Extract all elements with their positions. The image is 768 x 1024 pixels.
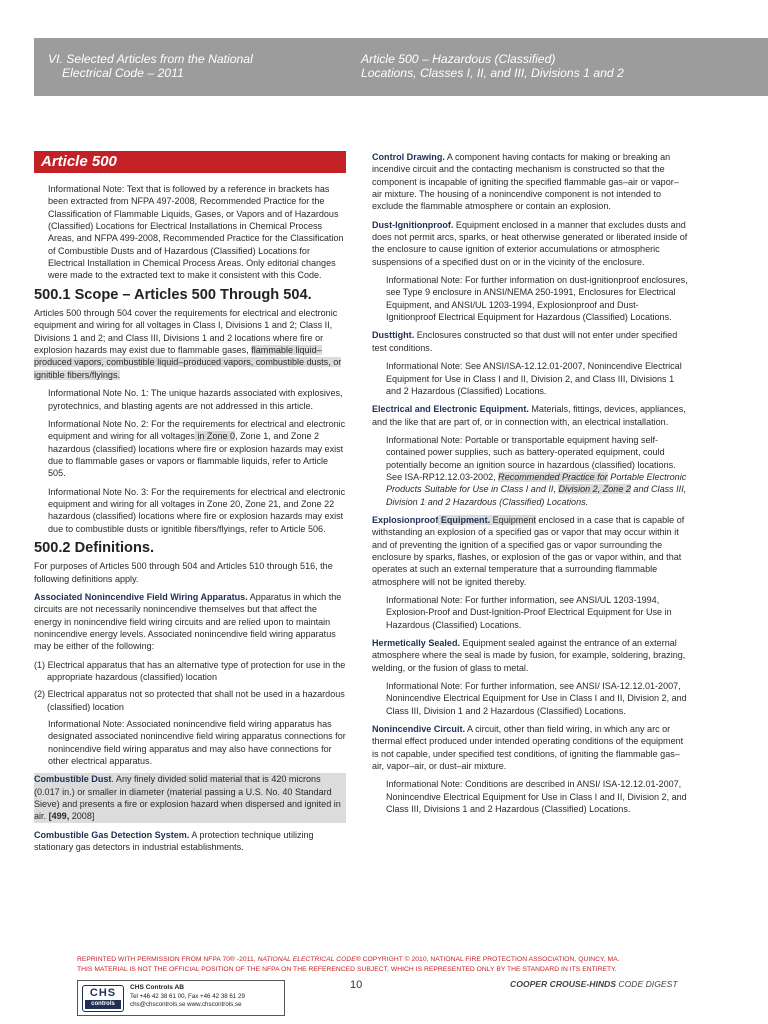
def-dust-ignitionproof [372,219,688,268]
def-xp-highlight: Equipment [490,514,536,525]
def-anfwa-term: Associated Nonincendive Field Wiring Apparatus. [34,591,248,602]
def-nc-note: Informational Note: Conditions are described in ANSI/ ISA-12.12.01-2007, Nonincendive Electrical Equipment for Use in Class I and II, Division 2, and Class III, Divisions 1 and 2 Hazardous (Classified) Locations. [386,779,687,815]
page-number: 10 [350,979,363,991]
copyright-line-2: THIS MATERIAL IS NOT THE OFFICIAL POSITION OF THE NFPA ON THE REFERENCED SUBJECT, WHICH IS REPRESENTED ONLY BY THE STANDARD IN ITS ENTIRETY. [77,965,617,973]
article-banner: Article 500 [34,151,346,173]
def-dusttight [372,329,688,354]
publication-brand [510,979,678,989]
def-cd-term: Combustible Dust [34,774,112,785]
def-eee-note [386,434,688,508]
def-xp-term: Explosionproof [372,514,439,525]
copyright-line-1 [77,955,757,965]
intro-note: Informational Note: Text that is followed by a reference in brackets has been extracted from NFPA 497-2008, Recommended Practice for the Classification of Flammable Liquids, Gases, or Vapors and of Hazardous (Classified) Locations for Electrical Installations in Chemical Process Areas, and NFPA 499-2008, Recommended Practice for the Classification of Combustible Dusts and of Hazardous (Classified) Locations for Electrical Installation in Chemical Process Areas. Only editorial changes were made to the extracted text to make it consistent with this Code. [48,184,344,281]
def-dt-term: Dusttight. [372,330,415,341]
copyright-text-a: REPRINTED WITH PERMISSION FROM NFPA 70® -2011, [77,956,258,963]
def-hs-note: Informational Note: For further information, see ANSI/ ISA-12.12.01-2007, Nonincendive Electrical Equipment for Use in Class I and II, Division 2, and Class III, Division 1 and 2 Hazardous (Classified) Locations. [386,681,687,716]
article-title [361,52,624,80]
scope-note-2 [48,418,346,480]
def-explosionproof [372,514,688,588]
brand-name: COOPER CROUSE-HINDS [510,979,616,989]
chs-logo [82,985,124,1012]
def-cgds-text: A protection technique utilizing stationary gas detectors in industrial establishments. [34,829,314,853]
scope-note-3: Informational Note No. 3: For the requirements for electrical and electronic equipment and wiring for all voltages in Zone 20, Zone 21, and Zone 22 hazardous (classified) locations where fire or explosion hazards may exist due to combustible dusts or ignitible fibers/flyings, refer to Article 506. [48,486,346,534]
def-hermetically-sealed [372,637,688,674]
brand-suffix: CODE DIGEST [616,979,678,989]
copyright-notice [77,955,757,974]
def-eee-term: Electrical and Electronic Equipment. [372,404,529,415]
def-dip-note: Informational Note: For further information on dust-ignitionproof enclosures, see Type 9 enclosure in ANSI/NEMA 250-1991, Enclosures for Electrical Equipment, and ANSI/UL 1203-1994, Explosionproof and Dust-Ignitionproof Electrical Equipment for Hazardous (Classified) Locations. [386,275,688,323]
eee-note-text-c: and Class III, Division 1 and 2 Hazardous (Classified) Locations. [386,484,687,507]
def-nc-term: Nonincendive Circuit. [372,724,465,735]
copyright-text-b: COPYRIGHT © 2010, NATIONAL FIRE PROTECTION ASSOCIATION, QUINCY, MA. [360,956,620,963]
section-title-line1: VI. Selected Articles from the National [48,52,253,66]
scope-text: Articles 500 through 504 cover the requirements for electrical and electronic equipment and wiring for all voltages in Class I, Divisions 1 and 2; Class II, Divisions 1 and 2; and Class III, Divisions 1 and 2 locations where fire or explosion hazards may exist due to flammable gases, [34,308,338,356]
def-anfwa-note: Informational Note: Associated nonincendive field wiring apparatus has designated associated nonincendive field wiring apparatus connections for nonincendive field wiring apparatus and may also have connections for other electrical apparatus. [48,719,346,767]
scope-heading: 500.1 Scope – Articles 500 Through 504. [34,286,312,303]
company-contact-box [77,980,285,1016]
def-cd-ref: [499, [48,811,70,822]
page-header [34,38,768,96]
def-eee-text: Materials, fittings, devices, appliances, and the like that are part of, or in connection with, an electrical installation. [372,404,686,427]
def-cd-ref-year: 2008] [69,811,95,822]
def-dt-text: Enclosures constructed so that dust will not enter under specified test conditions. [372,330,678,353]
scope-paragraph [34,307,346,381]
def-electrical-equipment [372,403,688,428]
company-phone: Tel +46 42 38 61 00, Fax +46 42 38 61 29 [130,992,245,1000]
def-hs-text: Equipment sealed against the entrance of an external atmosphere where the seal is made by fusion, for example, soldering, brazing, welding, or the fusion of glass to metal. [372,638,686,673]
def-xp-term-highlight: Equipment. [438,514,491,525]
def-xp-note: Informational Note: For further information, see ANSI/UL 1203-1994, Explosion-Proof and Dust-Ignition-Proof Electrical Equipment for Use in Hazardous (Classified) Locations. [386,595,672,630]
def-cgds [34,829,346,854]
scope-highlight: flammable liquid–produced vapors, combustible liquid–produced vapors, combustible dusts, or ignitible fibers/flyings. [34,345,342,380]
def-nonincendive-circuit [372,723,688,772]
def-combustible-dust [34,773,346,822]
article-title-line1: Article 500 – Hazardous (Classified) [361,52,556,66]
def-anfwa-list-item-2: (2) Electrical apparatus not so protected that shall not be used in a hazardous (classified) location [34,689,345,712]
def-hs-term: Hermetically Sealed. [372,638,461,649]
def-anfwa [34,591,346,653]
def-cd-text: . Any finely divided solid material that is 420 microns (0.017 in.) or smaller in diameter (material passing a U.S. No. 40 Standard Sieve) and presents a fire or explosion hazard when dispersed and ignited in air. [34,774,341,822]
definitions-heading: 500.2 Definitions. [34,539,155,556]
def-cdraw-term: Control Drawing. [372,152,445,162]
eee-note-highlight-1: Recommended Practice for [498,471,608,482]
def-dip-text: Equipment enclosed in a manner that excludes dusts and does not permit arcs, sparks, or heat otherwise generated or liberated inside of the enclosure to cause ignition of exterior accumulations or atmospheric suspensions of a specified dust on or in the vicinity of the enclosure. [372,219,688,267]
right-column [372,151,688,822]
eee-note-highlight-2: Division 2, Zone 2 [558,484,631,495]
left-column [34,151,346,860]
def-xp-text: enclosed in a case that is capable of withstanding an explosion of a specified gas or vapor that may occur within it and of preventing the ignition of a specified gas or vapor surrounding the enclosure by sparks, flashes, or explosion of the gas or vapor within, and that operates at such an external temperature that a surrounding flammable atmosphere will not be ignited thereby. [372,514,685,587]
definitions-intro: For purposes of Articles 500 through 504 and Articles 510 through 516, the following definitions apply. [34,561,333,584]
article-title-line2: Locations, Classes I, II, and III, Divisions 1 and 2 [361,66,624,80]
def-dt-note: Informational Note: See ANSI/ISA-12.12.01-2007, Nonincendive Electrical Equipment for Use in Class I and II, Division 2, and Class III, Divisions 1 and 2 Hazardous (Classified) Locations. [386,361,682,396]
company-details [130,984,245,1010]
scope-note-1: Informational Note No. 1: The unique hazards associated with explosives, pyrotechnics, and blasting agents are not addressed in this article. [48,388,343,411]
note2-text-a: Informational Note No. 2: For the requirements for electrical and electronic equipment and wiring for all voltages [48,418,346,442]
def-cdraw-text: A component having contacts for making or breaking an incendive circuit and the contacting mechanism is constructed so that the component is incapable of igniting the specified flammable gas–air or vapor–air mixture. The housing of a nonincendive component is not intended to exclude the flammable atmosphere or contain an explosion. [372,152,679,212]
def-cgds-term: Combustible Gas Detection System. [34,829,190,840]
logo-controls-text: controls [85,1000,121,1009]
eee-note-text-a: Informational Note: Portable or transportable equipment having self-contained power supplies, such as battery-operated equipment, could potentially become an ignition source in hazardous (classified) locations. See ISA-RP12.12.03-2002, [386,434,676,482]
def-nc-text: A circuit, other than field wiring, in which any arc or thermal effect produced under intended operating conditions of the equipment is not capable, under specified test conditions, of igniting the flammable gas–air, vapor–air, or dust–air mixture. [372,724,684,772]
note2-highlight: in Zone 0 [194,431,236,442]
note2-text-b: , Zone 1, and Zone 2 hazardous (classified) locations where fire or explosion hazards may exist due to flammable gases or vapors or flammable liquids, refer to Article 505. [48,431,344,479]
eee-note-text-b: Portable Electronic Products Suitable for Use in Class I and II, [386,471,687,495]
company-name: CHS Controls AB [130,984,184,991]
def-anfwa-list-item-1: (1) Electrical apparatus that has an alternative type of protection for use in the appropriate hazardous (classified) location [34,659,346,683]
section-title [48,52,253,80]
logo-chs-text: CHS [89,987,117,999]
def-dip-term: Dust-Ignitionproof. [372,219,454,230]
section-title-line2: Electrical Code – 2011 [62,66,184,80]
company-web: chs@chscontrols.se www.chscontrols.se [130,1001,242,1009]
def-anfwa-text: Apparatus in which the circuits are not necessarily nonincendive themselves but that affect the energy in nonincendive field wiring circuits and are relied upon to maintain nonincendive energy levels. Associated nonincendive field wiring apparatus may be either of the following: [34,591,342,652]
def-control-drawing [372,151,688,213]
copyright-nec: NATIONAL ELECTRICAL CODE® [257,956,361,963]
